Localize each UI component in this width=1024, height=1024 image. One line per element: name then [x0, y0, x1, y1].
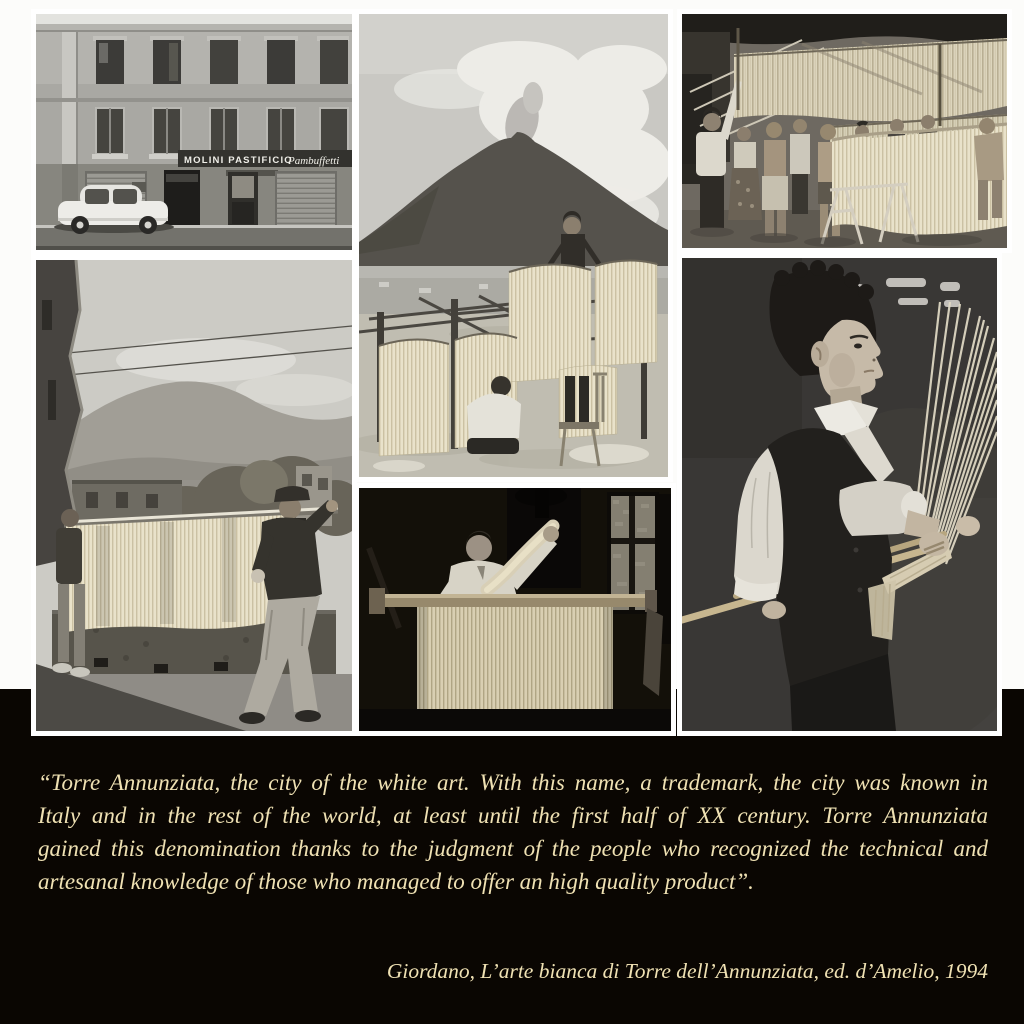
photo-pasta-maker-portrait [677, 253, 1002, 736]
hand [919, 532, 949, 556]
workers-illustration [682, 14, 1007, 248]
quote-line-1: “Torre Annunziata, the city of the white art. With this name, a trademark, the city was known in [38, 770, 988, 795]
photo-workers-group [677, 9, 1012, 253]
attribution-text: Giordano, L’arte bianca di Torre dell’Annunziata, ed. d’Amelio, 1994 [386, 959, 988, 983]
photo-carrying-pasta [31, 255, 357, 736]
quote-block [0, 766, 1024, 898]
hand-2 [956, 516, 980, 536]
photo-vesuvius-rooftop [354, 9, 673, 482]
photo-pastificio-storefront [31, 9, 357, 255]
vesuvius-illustration [359, 14, 668, 477]
table-illustration [359, 488, 671, 731]
sign-text-script: Pambuffetti [288, 155, 340, 167]
storefront-illustration [36, 14, 352, 250]
quote-line-3: gained this denomination thanks to the judgment of the people who recognized the technical and [38, 836, 988, 861]
sign-text-main: MOLINI PASTIFICIO [184, 155, 293, 166]
quote-line-2: Italy and in the rest of the world, at least until the first half of XX century. Torre Annunziata [38, 803, 988, 828]
carrying-illustration [36, 260, 352, 731]
pasta-curtain [417, 607, 613, 709]
portrait-illustration [682, 258, 997, 731]
quote-line-4: artesanal knowledge of those who managed to offer an high quality product”. [38, 869, 754, 894]
photo-drying-table [354, 483, 676, 736]
